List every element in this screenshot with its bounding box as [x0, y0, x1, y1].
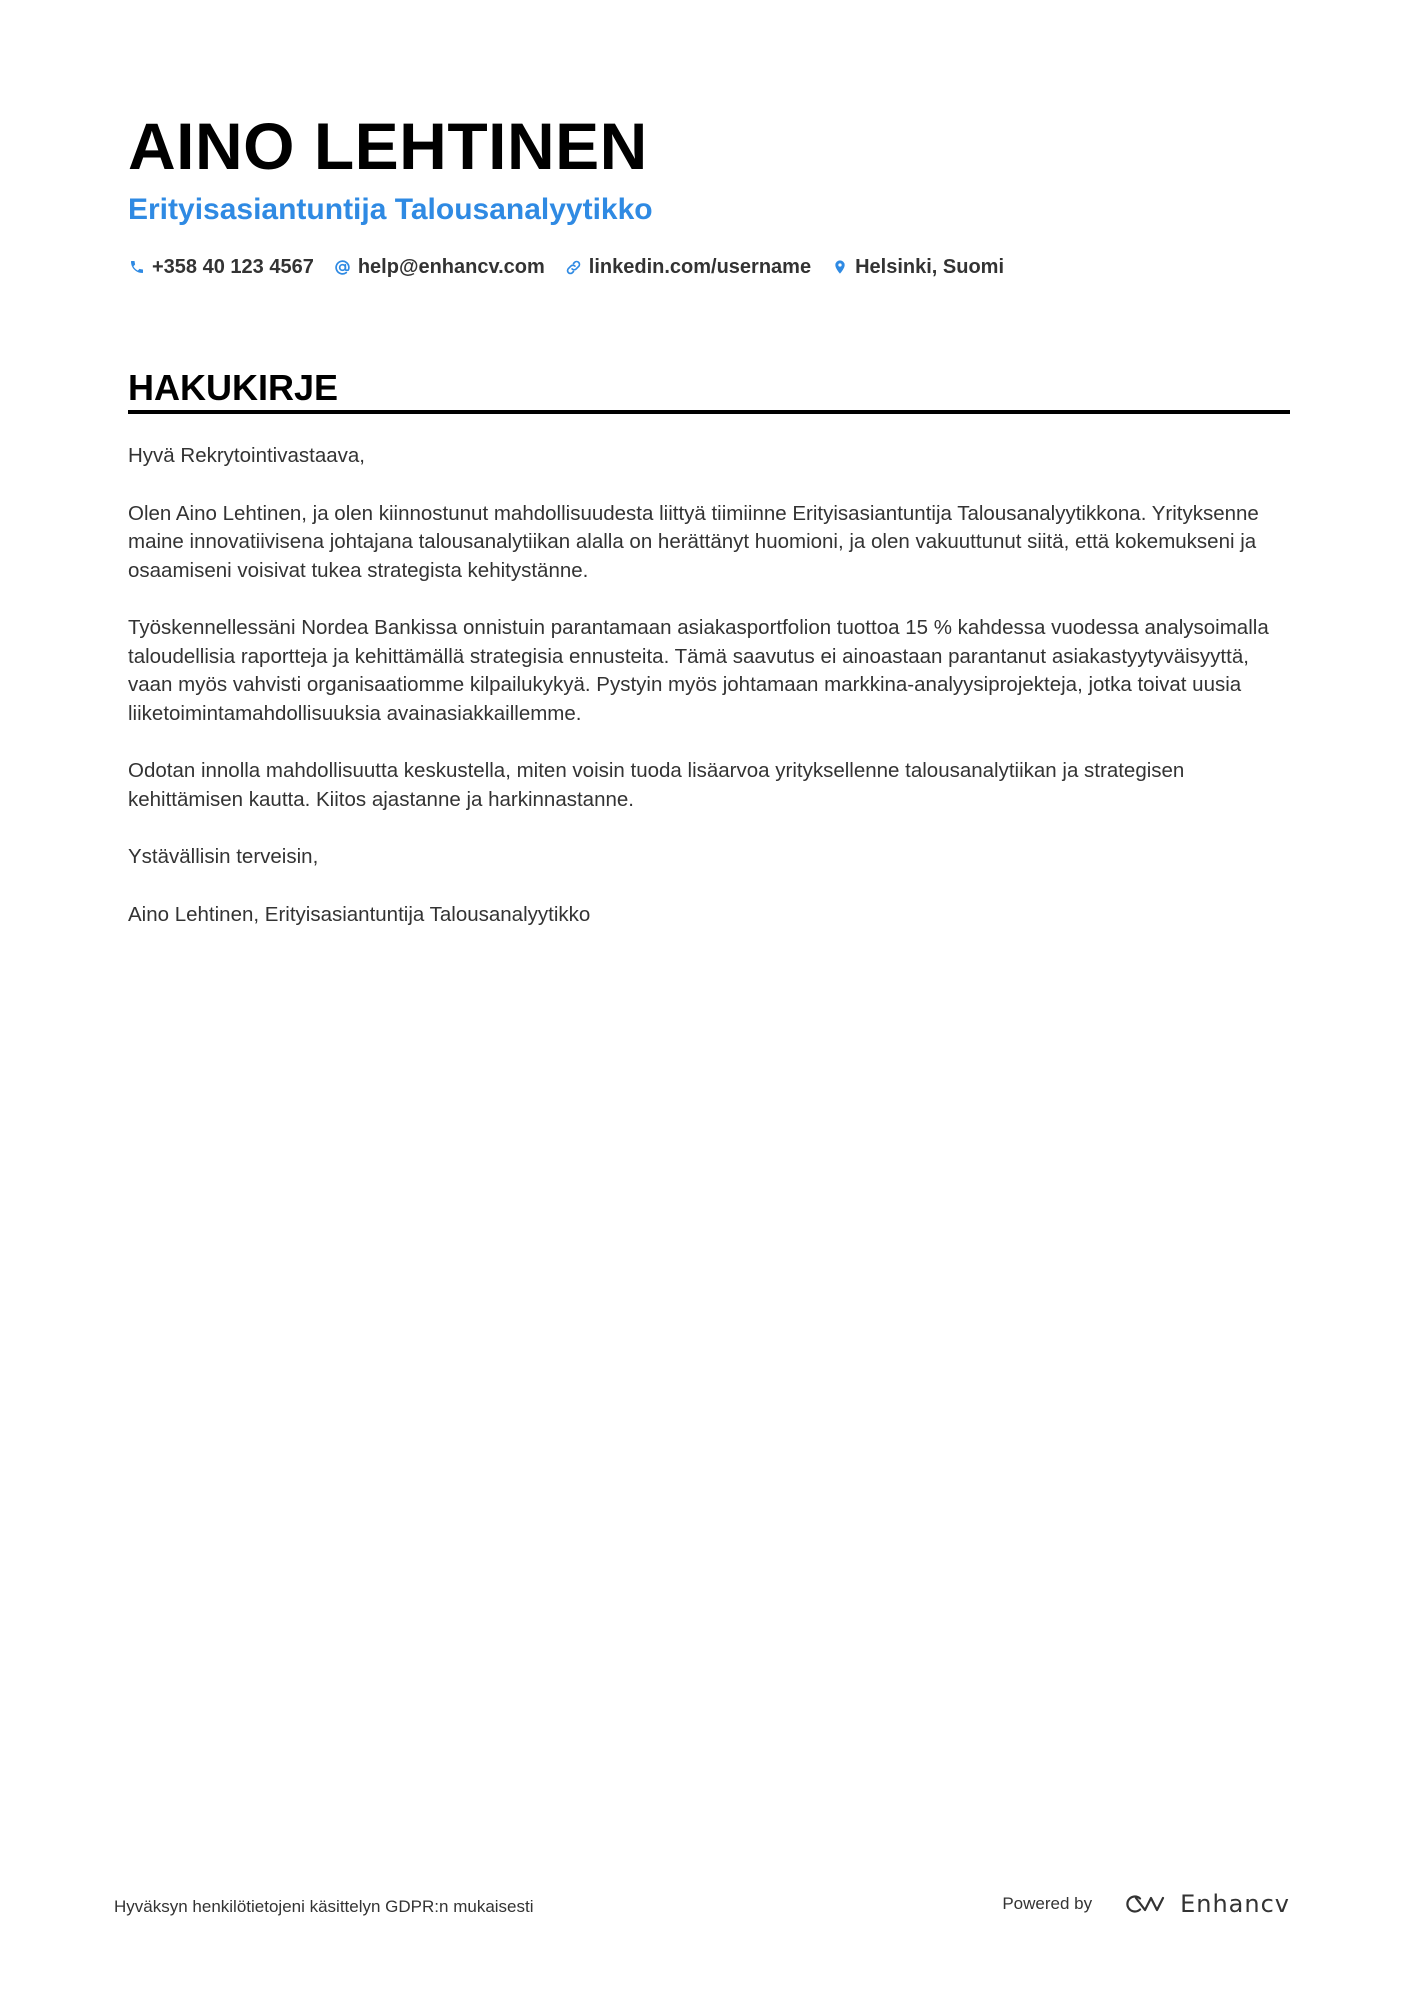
letter-paragraph: Olen Aino Lehtinen, ja olen kiinnostunut mahdollisuudesta liittyä tiimiinne Erityisasiantuntija Talousanalyytikkona. Yrityksenne maine innovatiivisena johtajana talousanalytiikan alalla on herättänyt huomioni, ja olen vakuuttunut siitä, että kokemukseni ja osaamiseni voisivat tukea strategista kehitystänne.	[128, 501, 1259, 582]
job-title: Erityisasiantuntija Talousanalyytikko	[128, 193, 653, 226]
powered-by-label: Powered by	[1002, 1894, 1093, 1913]
letter-paragraph: Työskennellessäni Nordea Bankissa onnistuin parantamaan asiakasportfolion tuottoa 15 % kahdessa vuodessa analysoimalla taloudellisia raportteja ja kehittämällä strategisia ennusteita. Tämä saavutus ei ainoastaan parantanut asiakastyytyväisyyttä, vaan myös vahvisti organisaatiomme kilpailukykyä. Pystyin myös johtamaan markkina-analyysiprojekteja, jotka toivat uusia liiketoimintamahdollisuuksia avainasiakkaillemme.	[128, 616, 1269, 725]
powered-by-footer[interactable]	[1002, 1890, 1290, 1918]
letter-greeting: Hyvä Rekrytointivastaava,	[128, 444, 365, 467]
section-divider	[128, 410, 1290, 414]
contact-linkedin[interactable]	[565, 253, 811, 281]
contact-email[interactable]	[334, 253, 545, 281]
contact-location	[831, 253, 1004, 281]
contact-phone[interactable]	[128, 253, 314, 281]
brand-name: Enhancv	[1180, 1890, 1290, 1918]
letter-signature: Aino Lehtinen, Erityisasiantuntija Talousanalyytikko	[128, 902, 591, 926]
link-icon	[565, 258, 583, 276]
location-pin-icon	[831, 258, 849, 276]
enhancv-logo-icon	[1120, 1892, 1166, 1916]
phone-icon	[128, 258, 146, 276]
at-icon	[334, 258, 352, 276]
letter-closing: Ystävällisin terveisin,	[128, 845, 319, 868]
applicant-name: AINO LEHTINEN	[128, 109, 648, 183]
linkedin-url: linkedin.com/username	[588, 256, 812, 278]
letter-paragraph: Odotan innolla mahdollisuutta keskustella, miten voisin tuoda lisäarvoa yrityksellenne talousanalytiikan ja strategisen kehittämisen kautta. Kiitos ajastanne ja harkinnastanne.	[128, 759, 1185, 811]
letter-body	[128, 442, 1290, 958]
location-text: Helsinki, Suomi	[855, 256, 1005, 278]
phone-number: +358 40 123 4567	[152, 256, 314, 278]
contact-bar	[128, 253, 1004, 281]
section-title: HAKUKIRJE	[128, 367, 339, 408]
gdpr-consent-text: Hyväksyn henkilötietojeni käsittelyn GDPR:n mukaisesti	[114, 1897, 534, 1916]
email-address: help@enhancv.com	[357, 256, 545, 278]
